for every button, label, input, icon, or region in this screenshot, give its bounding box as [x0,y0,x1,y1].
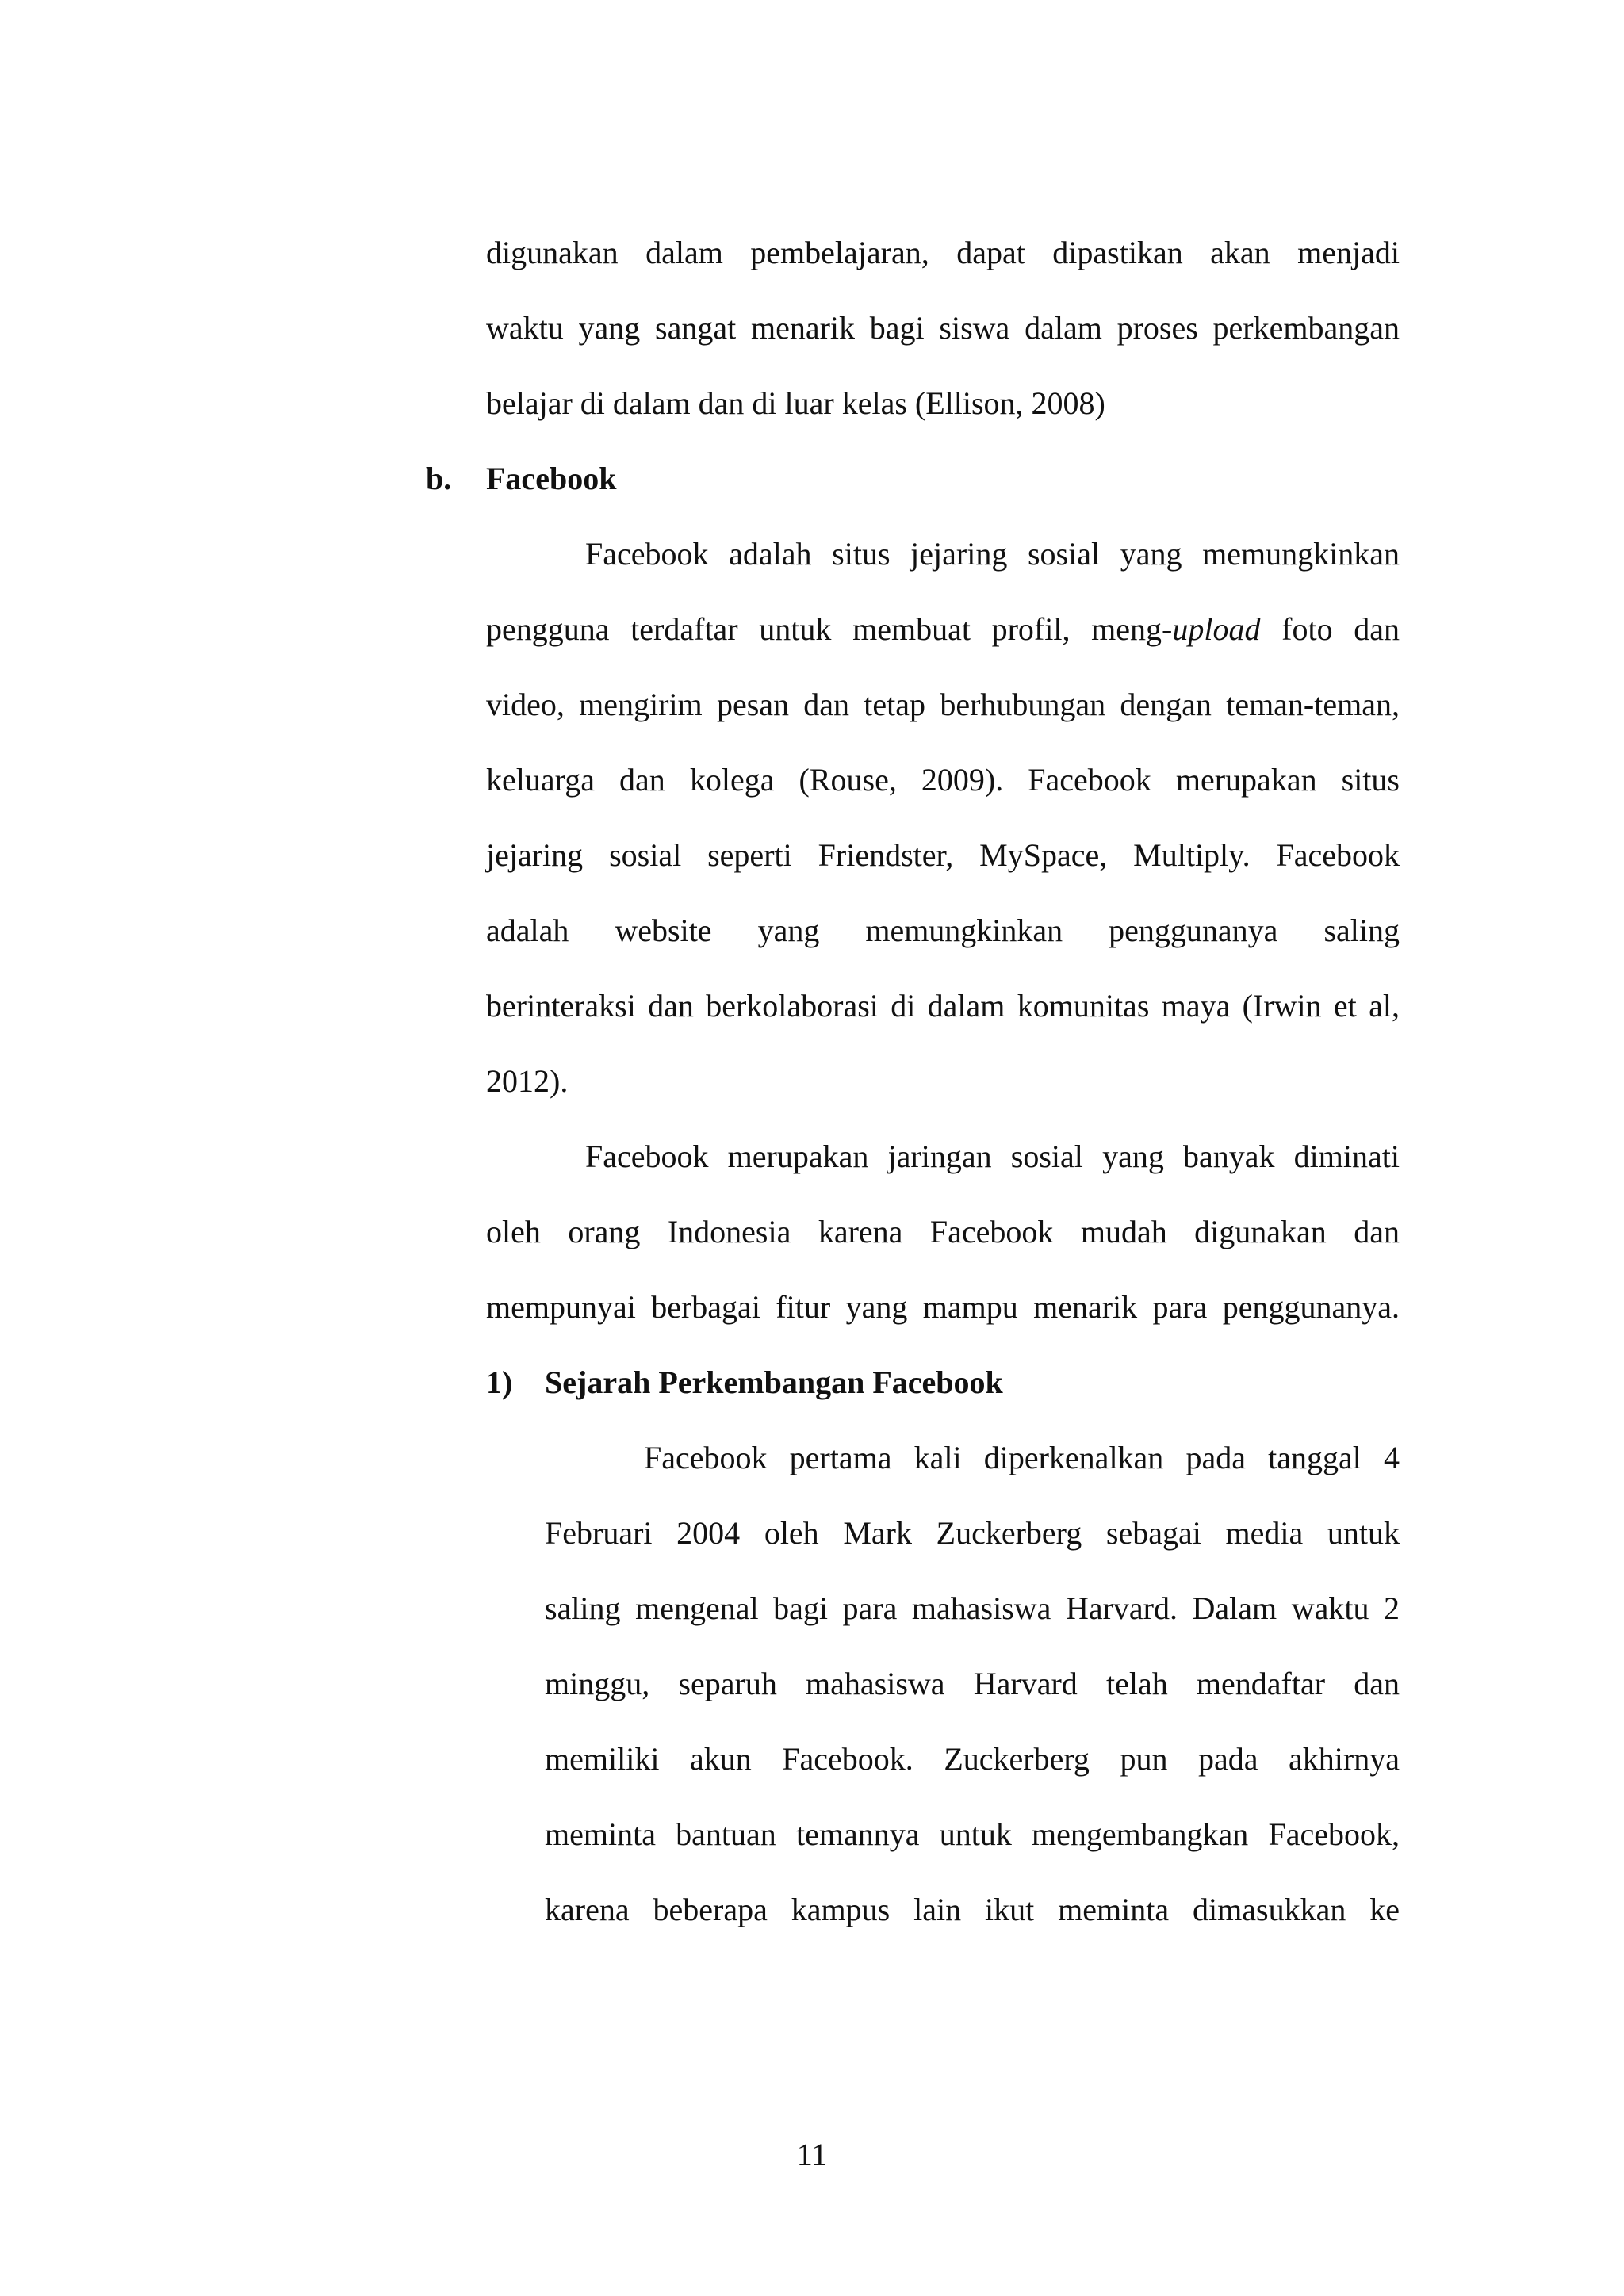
paragraph-line: belajar di dalam dan di luar kelas (Ellison, 2008) [486,385,1105,421]
paragraph-line: Facebook pertama kali diperkenalkan pada tanggal 4 [644,1440,1400,1475]
page-number: 11 [796,2137,828,2172]
emphasis-text: upload [1172,611,1261,647]
section-marker: b. [426,461,452,496]
paragraph-line: 2012). [486,1063,569,1099]
subsection-heading: Sejarah Perkembangan Facebook [545,1364,1003,1400]
paragraph-line: meminta bantuan temannya untuk mengembangkan Facebook, [545,1816,1400,1852]
paragraph-line: karena beberapa kampus lain ikut meminta dimasukkan ke [545,1892,1400,1927]
paragraph-line: mempunyai berbagai fitur yang mampu menarik para penggunanya. [486,1289,1400,1325]
paragraph-line: Facebook merupakan jaringan sosial yang banyak diminati [585,1138,1400,1174]
paragraph-line: video, mengirim pesan dan tetap berhubungan dengan teman-teman, [486,687,1400,722]
paragraph-line: adalah website yang memungkinkan penggunanya saling [486,913,1400,948]
text-run: foto dan [1260,611,1400,647]
section-heading: Facebook [486,461,617,496]
text-run: pengguna terdaftar untuk membuat profil, meng- [486,611,1173,647]
paragraph-line: saling mengenal bagi para mahasiswa Harvard. Dalam waktu 2 [545,1590,1400,1626]
paragraph-line: digunakan dalam pembelajaran, dapat dipastikan akan menjadi [486,235,1400,270]
paragraph-line: memiliki akun Facebook. Zuckerberg pun pada akhirnya [545,1741,1400,1777]
paragraph-line: oleh orang Indonesia karena Facebook mudah digunakan dan [486,1214,1400,1249]
paragraph-line: waktu yang sangat menarik bagi siswa dalam proses perkembangan [486,310,1400,346]
paragraph-line: Februari 2004 oleh Mark Zuckerberg sebagai media untuk [545,1515,1400,1551]
paragraph-line: Facebook adalah situs jejaring sosial yang memungkinkan [585,536,1400,572]
paragraph-line: keluarga dan kolega (Rouse, 2009). Facebook merupakan situs [486,762,1400,798]
subsection-marker: 1) [486,1364,513,1400]
paragraph-line: berinteraksi dan berkolaborasi di dalam komunitas maya (Irwin et al, [486,988,1400,1024]
paragraph-line: jejaring sosial seperti Friendster, MySpace, Multiply. Facebook [486,837,1400,873]
paragraph-line: minggu, separuh mahasiswa Harvard telah mendaftar dan [545,1666,1400,1701]
paragraph-line [486,610,1400,649]
